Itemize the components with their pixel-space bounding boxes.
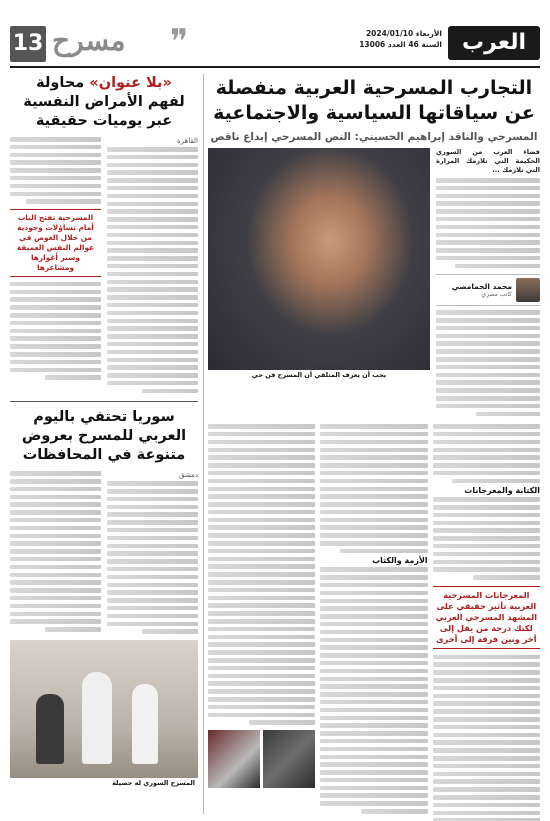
side-body-col-2 (10, 137, 101, 393)
author-box (436, 274, 540, 306)
side-article-title (10, 74, 198, 131)
author-avatar (516, 278, 540, 302)
body-col-3 (208, 424, 315, 821)
syria-photo-caption: المسرح السوري له حصيلة (10, 778, 198, 788)
author-role: كاتب مصري (481, 291, 512, 299)
masthead-divider (10, 66, 540, 68)
main-title-line-1: التجارب المسرحية العربية منفصلة (215, 77, 533, 99)
quote-mark-icon: ❞ (170, 22, 189, 62)
intro-text: فضاء العرب من السوري الحكيمة التي تلازمك المرارة التي تلازمك ... (436, 148, 540, 174)
newspaper-logo: العرب (448, 26, 540, 60)
issue-number: السنة 46 العدد 13006 (359, 40, 442, 49)
side-article-body (10, 137, 198, 393)
side-article (10, 74, 198, 393)
main-article-kicker: المسرحي والناقد إبراهيم الحسيني: النص المسرحي إبداع ناقص (210, 131, 538, 143)
main-article-title (208, 76, 540, 126)
stage-figure-1 (132, 684, 158, 764)
syria-article-photo (10, 640, 198, 788)
stage-figure-3 (36, 694, 64, 764)
main-photo-caption: يجب أن يعرف المتلقي أن المسرح فن حي (208, 370, 430, 380)
book-cover-2 (208, 730, 260, 788)
main-title-line-2: عن سياقاتها السياسية والاجتماعية (213, 102, 535, 124)
left-column (10, 74, 198, 814)
side-title-line-1: محاولة (36, 75, 85, 91)
stage-figure-2 (82, 672, 112, 764)
book-cover-1 (263, 730, 315, 788)
author-name: محمد الحمامصي (451, 282, 512, 292)
syria-title-line-2: العربي للمسرح بعروض (21, 428, 187, 445)
side-pull-quote: المسرحية تفتح الباب أمام تساؤلات وجودية من خلال الغوص في عوالم النفس العميقة وسبر أغوارها ومشاعرها (10, 209, 101, 277)
intro-lines-2 (436, 310, 540, 416)
syria-title-line-1: سوريا تحتفي باليوم (33, 409, 175, 426)
syria-byline: دمشق (179, 471, 198, 480)
syria-body-col-2 (10, 471, 101, 634)
page-number: 13 (10, 26, 46, 62)
side-body-col-1 (107, 137, 198, 393)
side-title-line-2: لفهم الأمراض النفسية (23, 94, 185, 110)
book-covers (208, 730, 315, 788)
intro-column (436, 148, 540, 416)
issue-info (359, 28, 442, 50)
subhead-writing-festivals: الكتابة والمعرجانات (464, 486, 540, 496)
syria-article-body (10, 471, 198, 634)
side-title-quoted: «بلا عنوان» (89, 75, 172, 91)
syria-body-col-1 (107, 471, 198, 634)
section-title: مسرح (52, 24, 126, 57)
main-article-body (208, 424, 540, 821)
issue-date: الأربعاء 2024/01/10 (365, 29, 442, 38)
main-article-photo (208, 148, 430, 380)
body-col-2 (320, 424, 427, 821)
body-col-1 (433, 424, 540, 821)
main-pull-quote: المعرجانات المسرحية العربية تأثير حقيقي على المشهد المسرحي العربي لكنك درجة من يقل إلى أخر وبين فرقة إلى أخرى (433, 586, 540, 649)
masthead (0, 22, 550, 68)
intro-lines (436, 178, 540, 268)
side-title-line-3: عبر يوميات حقيقية (35, 113, 173, 129)
syria-article (10, 408, 198, 788)
syria-article-title (10, 408, 198, 465)
subhead-crisis: الأزمة والكتاب (372, 556, 428, 566)
side-byline: القاهرة (177, 137, 198, 145)
section-divider (10, 401, 198, 402)
main-article (208, 74, 540, 814)
syria-title-line-3: متنوعة في المحافظات (22, 447, 186, 464)
